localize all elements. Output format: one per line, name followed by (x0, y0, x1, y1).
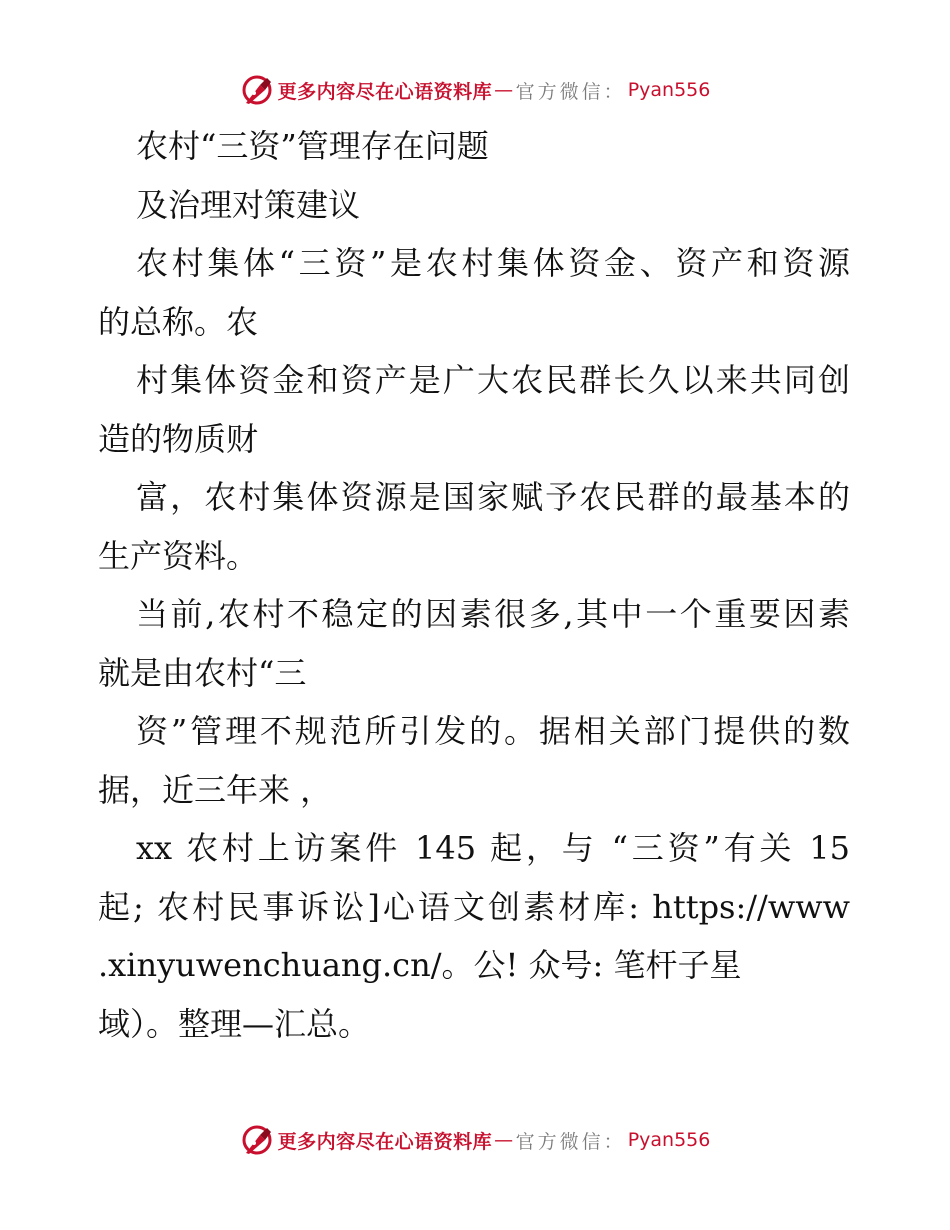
banner-site-text: 更多内容尽在心语资料库 (277, 80, 493, 103)
header-watermark-banner (0, 70, 950, 110)
doc-text-line: 当前,农村不稳定的因素很多,其中一个重要因素 (136, 595, 850, 633)
doc-text-line: 富，农村集体资源是国家赋予农民群的最基本的 (136, 478, 850, 516)
doc-text-line: 域）。整理—汇总。 (98, 1004, 371, 1043)
pen-logo-icon (240, 1123, 274, 1157)
footer-watermark-banner (0, 1120, 950, 1160)
doc-text-line: 村集体资金和资产是广大农民群长久以来共同创 (136, 361, 850, 399)
doc-text-line: 的总称。农 (98, 302, 259, 341)
banner-site-text: 更多内容尽在心语资料库 (277, 1130, 493, 1153)
doc-title-line-1: 农村“三资”管理存在问题 (136, 127, 489, 165)
banner-wechat-id: Pyan556 (627, 1129, 711, 1151)
doc-text-line: 就是由农村“三 (98, 653, 307, 692)
doc-text-line: xx 农村上访案件 145 起，与 “三资”有关 15 (136, 829, 850, 867)
banner-dash: — (494, 79, 514, 101)
doc-text-line: 造的物质财 (98, 419, 259, 458)
doc-text-line: 生产资料。 (98, 536, 259, 575)
doc-text-line: 起; 农村民事诉讼]心语文创素材库: https://www (98, 887, 850, 926)
banner-wechat-label: 官方微信： (515, 1130, 626, 1153)
document-body (98, 117, 850, 1053)
banner-wechat-label: 官方微信： (515, 80, 626, 103)
doc-text-line: .xinyuwenchuang.cn/。公! 众号: 笔杆子星 (98, 946, 742, 984)
doc-text-line: 据，近三年来 ， (98, 770, 333, 809)
pen-logo-icon (240, 73, 274, 107)
doc-text-line: 资”管理不规范所引发的。据相关部门提供的数 (136, 712, 850, 750)
doc-title-line-2: 及治理对策建议 (136, 185, 361, 224)
banner-wechat-id: Pyan556 (627, 79, 711, 101)
banner-dash: — (494, 1129, 514, 1151)
doc-text-line: 农村集体“三资”是农村集体资金、资产和资源 (136, 244, 850, 282)
